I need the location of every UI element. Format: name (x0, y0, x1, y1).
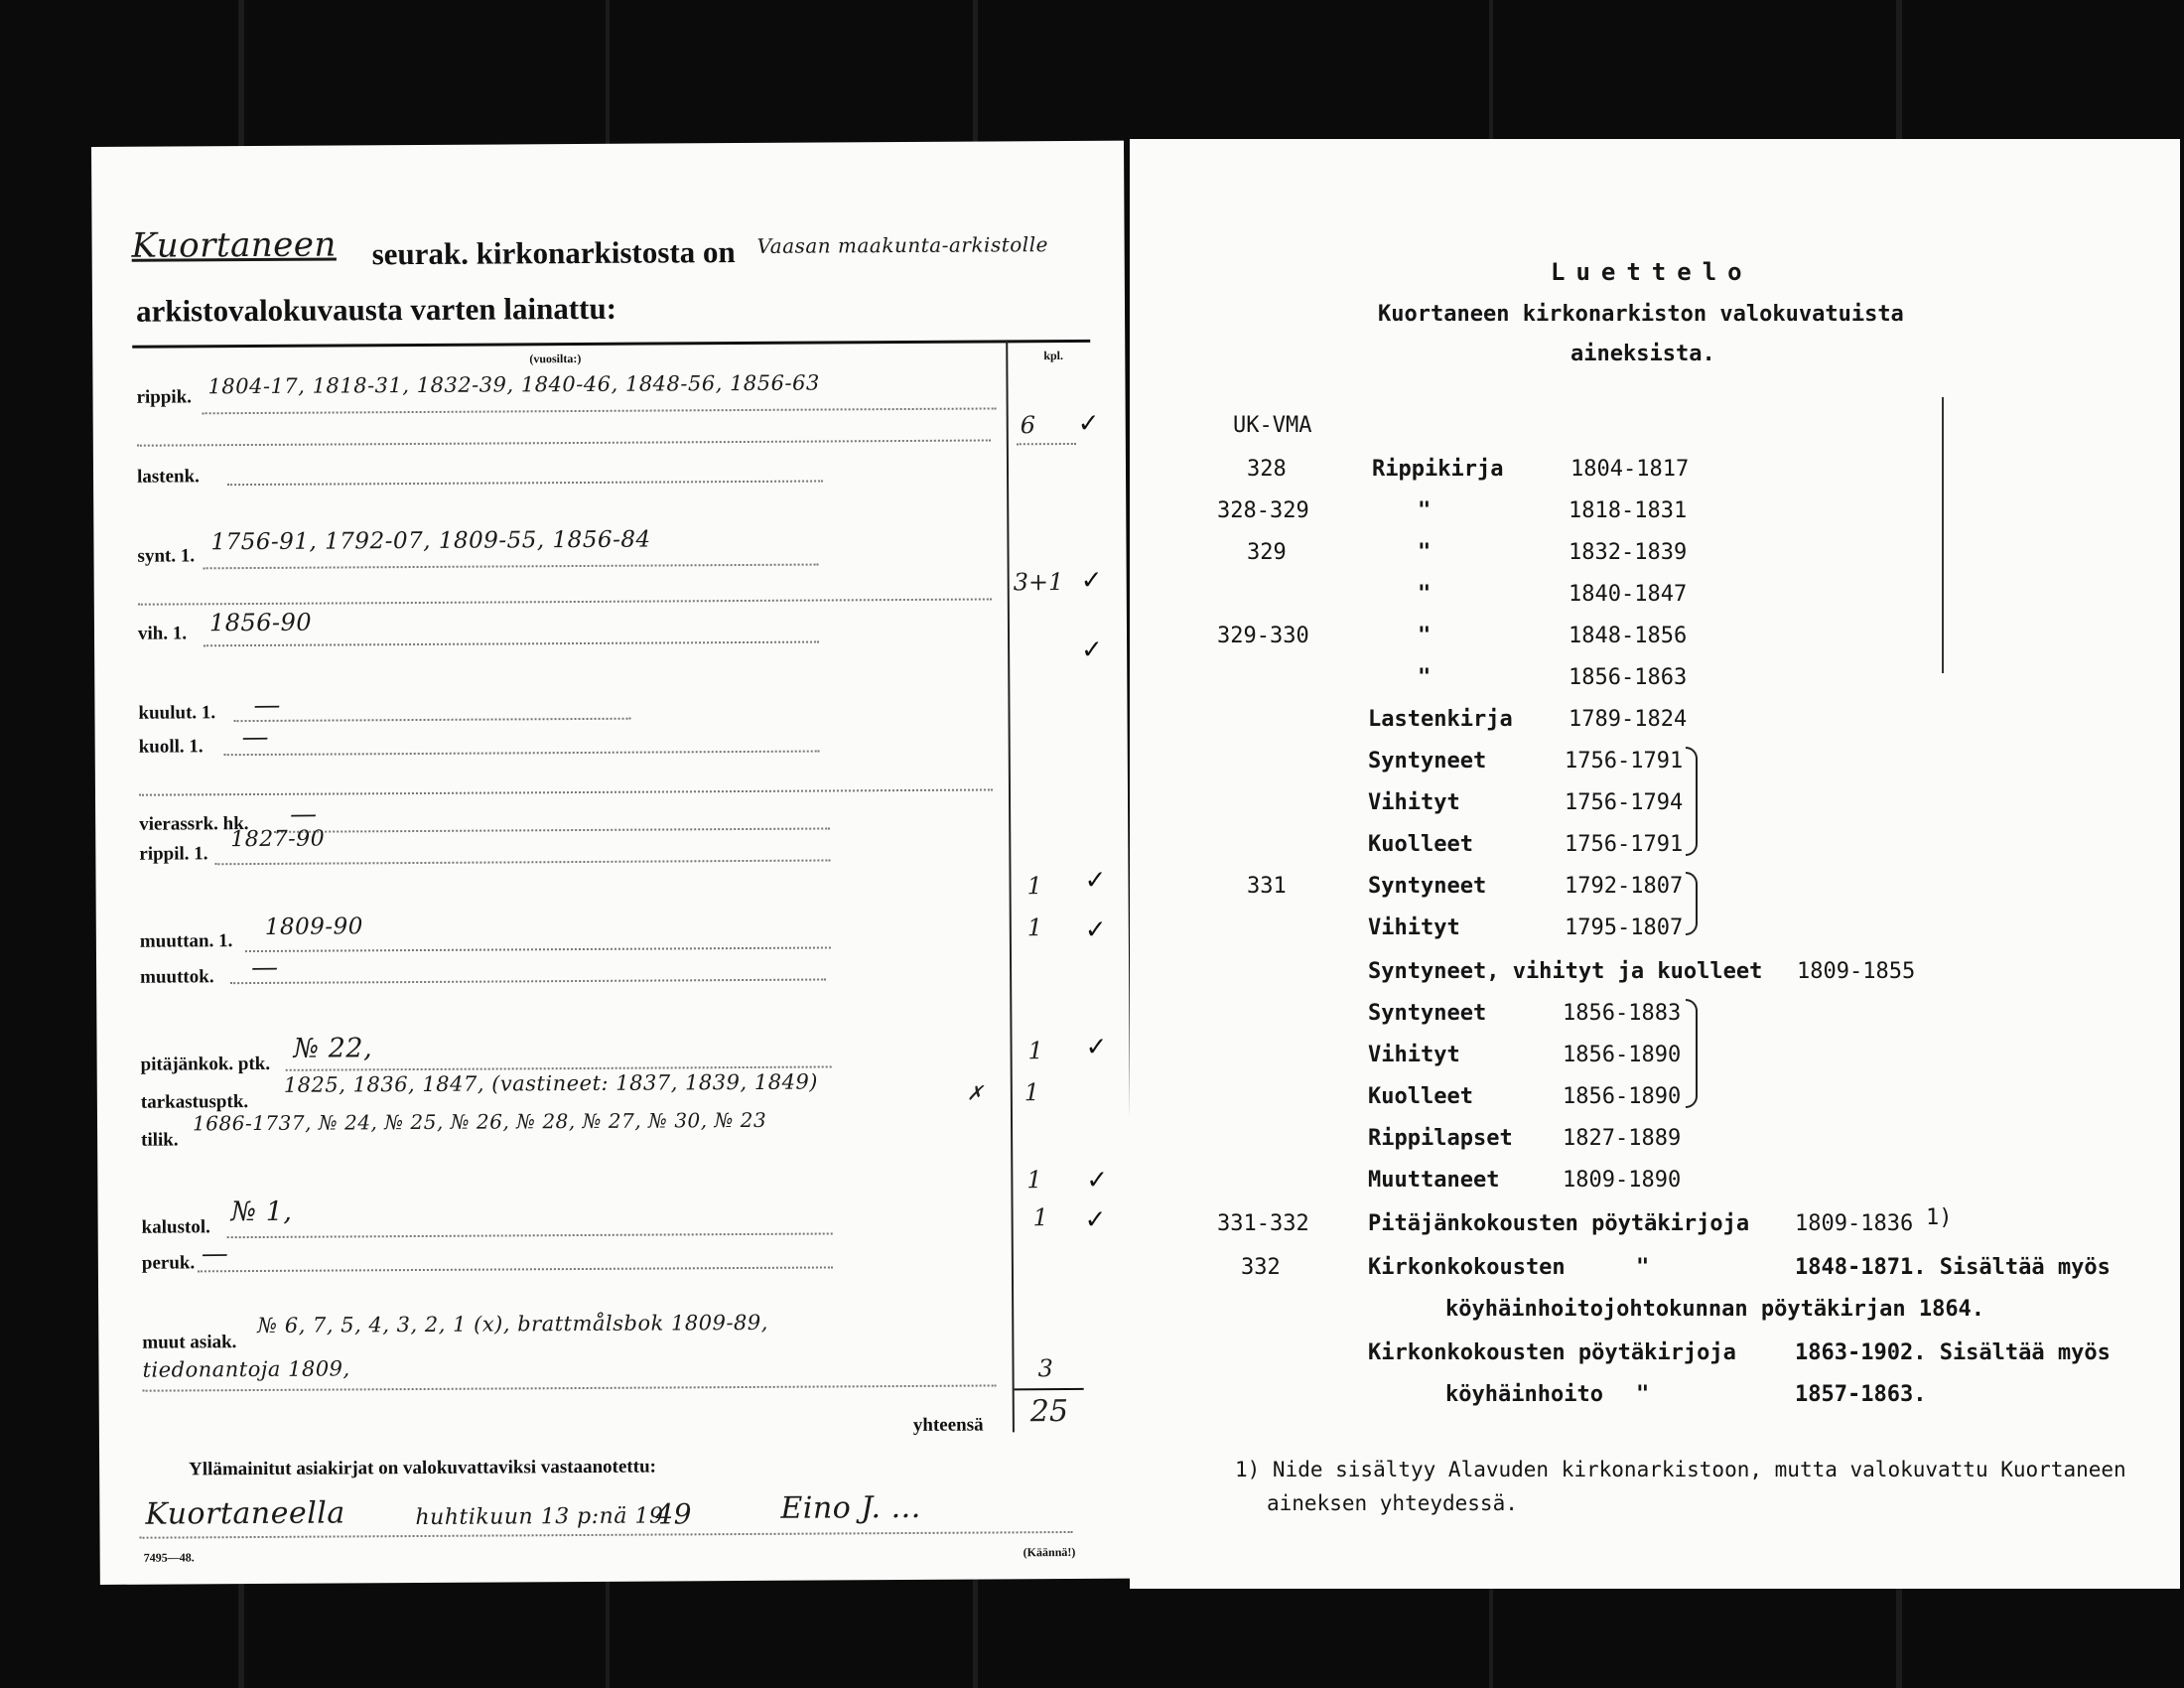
check-mark-icon: ✓ (1080, 565, 1103, 596)
dotted-line (234, 718, 631, 722)
entry-years: 1856-1890 (1563, 1084, 1682, 1109)
check-mark-icon: ✓ (1086, 1165, 1109, 1196)
dotted-line (204, 564, 819, 570)
value-tilik: 1686-1737, № 24, № 25, № 26, № 28, № 27, № 30, № 23 (192, 1107, 767, 1136)
entry-name: köyhäinhoitojohtokunnan pöytäkirjan 1864. (1445, 1297, 1985, 1322)
brace-group-1 (1686, 747, 1698, 856)
entry-years: 1792-1807 (1565, 874, 1684, 899)
entry-code: 329 (1247, 540, 1287, 565)
list-subtitle-2: aineksista. (1570, 342, 1715, 366)
entry-name: Rippilapset (1368, 1126, 1513, 1151)
entry-name: Kuolleet (1368, 832, 1473, 857)
label-vierasseurak: vierassrk. hk. (139, 813, 249, 835)
count-pitajankok: 1 (1027, 1037, 1043, 1065)
title-parish-handwritten: Kuortaneen (131, 224, 337, 266)
label-lastenk: lastenk. (136, 466, 200, 488)
label-kalustol: kalustol. (141, 1216, 210, 1238)
value-rippil: 1827-90 (230, 826, 326, 853)
value-synt: 1756-91, 1792-07, 1809-55, 1856-84 (210, 526, 651, 556)
entry-name: " (1418, 540, 1432, 565)
dotted-line (227, 481, 823, 487)
entry-note: 1) (1926, 1205, 1953, 1230)
entry-name: Kuolleet (1368, 1084, 1473, 1109)
entry-years: 1809-1890 (1563, 1168, 1682, 1193)
entry-years: 1804-1817 (1570, 457, 1690, 482)
dotted-line (140, 1531, 1073, 1539)
label-muuttok: muuttok. (140, 966, 214, 988)
entry-name: " (1418, 624, 1432, 648)
entry-years: 1856-1883 (1563, 1001, 1682, 1026)
entry-years: 1756-1791 (1565, 749, 1684, 774)
value-vierasseurak: — (290, 798, 318, 830)
dotted-line (203, 407, 997, 414)
entry-name: Vihityt (1368, 915, 1460, 940)
entry-years: 1789-1824 (1569, 707, 1688, 732)
value-tarkastusptk: 1825, 1836, 1847, (vastineet: 1837, 1839, 1849) (283, 1069, 819, 1097)
value-pitajankok: № 22, (293, 1033, 373, 1064)
dotted-line (230, 978, 826, 984)
years-column-header: (vuosilta:) (529, 351, 582, 366)
received-text: Yllämainitut asiakirjat on valokuvattaviksi vastaanotettu: (189, 1456, 657, 1480)
entry-ditto: " (1636, 1382, 1650, 1407)
label-rippil: rippil. 1. (139, 843, 208, 865)
dotted-line (138, 598, 992, 605)
entry-name: " (1418, 582, 1432, 607)
footnote-line1: 1) Nide sisältyy Alavuden kirkonarkistoon, mutta valokuvattu Kuortaneen (1235, 1458, 2126, 1481)
value-muuttok: — (250, 951, 279, 984)
entry-years: 1756-1791 (1565, 832, 1684, 857)
header-rule (132, 340, 1090, 349)
entry-name: Syntyneet (1368, 1001, 1487, 1026)
title-text: seurak. kirkonarkistosta on (371, 234, 736, 272)
check-mark-icon: ✓ (1081, 634, 1104, 665)
entry-name: Syntyneet (1368, 874, 1487, 899)
count-tilik: 1 (1026, 1166, 1042, 1195)
cross-mark-icon: ✗ (966, 1080, 984, 1105)
list-heading: Luettelo (1551, 258, 1753, 286)
entry-name: Vihityt (1368, 1043, 1460, 1067)
kpl-column-header: kpl. (1043, 349, 1064, 363)
entry-code: 328 (1247, 457, 1287, 482)
value-kalustol: № 1, (230, 1196, 293, 1228)
label-tilik: tilik. (141, 1129, 179, 1151)
dotted-line (143, 1384, 997, 1391)
margin-line (1942, 397, 1944, 673)
count-rippil: 1 (1026, 872, 1042, 901)
dotted-line (274, 827, 830, 832)
entry-name: Rippikirja (1372, 457, 1504, 482)
check-mark-icon: ✓ (1077, 408, 1100, 439)
count-rippik: 6 (1020, 411, 1036, 440)
value-peruk: — (201, 1238, 229, 1270)
entry-name: Lastenkirja (1368, 707, 1513, 732)
dotted-line (139, 788, 993, 795)
entry-name: Pitäjänkokousten pöytäkirjoja (1368, 1211, 1750, 1236)
kpl-column-rule (1006, 340, 1015, 1432)
entry-years: 1795-1807 (1565, 915, 1684, 940)
count-synt: 3+1 (1013, 568, 1064, 597)
check-mark-icon: ✓ (1084, 865, 1107, 896)
turn-note: (Käännä!) (1023, 1544, 1076, 1560)
entry-name: " (1418, 498, 1432, 523)
value-kuoll: — (241, 721, 270, 754)
entry-years: 1809-1836 (1795, 1211, 1914, 1236)
label-rippik: rippik. (136, 386, 193, 408)
entry-name: köyhäinhoito (1445, 1382, 1603, 1407)
entry-ditto: " (1636, 1255, 1650, 1280)
loan-form (91, 141, 1133, 1585)
entry-code: 331-332 (1217, 1211, 1309, 1236)
brace-group-2 (1686, 872, 1698, 935)
entry-years: 1863-1902. Sisältää myös (1795, 1340, 2111, 1365)
entry-name: " (1418, 665, 1432, 690)
dotted-line (224, 751, 820, 757)
title-line2: arkistovalokuvausta varten lainattu: (135, 290, 617, 329)
entry-years: 1856-1890 (1563, 1043, 1682, 1067)
entry-years: 1756-1794 (1565, 790, 1684, 815)
count-muut: 3 (1037, 1354, 1053, 1383)
brace-group-3 (1686, 999, 1698, 1108)
label-pitajankok: pitäjänkok. ptk. (140, 1053, 271, 1075)
entry-years: 1832-1839 (1569, 540, 1688, 565)
label-synt: synt. 1. (137, 545, 196, 567)
entry-code: 329-330 (1217, 624, 1309, 648)
entry-years: 1809-1855 (1797, 959, 1916, 984)
footnote-line2: aineksen yhteydessä. (1267, 1491, 1518, 1515)
value-muut-line1: № 6, 7, 5, 4, 3, 2, 1 (x), brattmålsbok 1809-89, (257, 1310, 768, 1338)
total-value: 25 (1029, 1394, 1069, 1430)
entry-name: Syntyneet, vihityt ja kuolleet (1368, 959, 1763, 984)
dotted-line (204, 641, 819, 647)
col-header-ukvma: UK-VMA (1233, 413, 1312, 438)
value-kuulut: — (253, 689, 282, 722)
label-vih: vih. 1. (137, 623, 188, 644)
value-rippik: 1804-17, 1818-31, 1832-39, 1840-46, 1848-56, 1856-63 (207, 370, 820, 399)
dotted-line (227, 1232, 833, 1238)
entry-years: 1818-1831 (1569, 498, 1688, 523)
entry-name: Syntyneet (1368, 749, 1487, 774)
entry-years: 1827-1889 (1563, 1126, 1682, 1151)
list-subtitle: Kuortaneen kirkonarkiston valokuvatuista (1378, 302, 1904, 327)
dotted-line (1017, 443, 1076, 445)
entry-years: 1848-1871. Sisältää myös (1795, 1255, 2111, 1280)
count-kalustol: 1 (1032, 1203, 1048, 1232)
dotted-line (245, 946, 831, 952)
label-kuulut: kuulut. 1. (138, 702, 216, 724)
value-muut-line2: tiedonantoja 1809, (142, 1356, 350, 1382)
signature: Eino J. ... (780, 1489, 921, 1526)
sign-year: 49 (655, 1497, 693, 1531)
typed-list-page (1130, 139, 2180, 1589)
check-mark-icon: ✓ (1085, 1032, 1108, 1062)
dotted-line (214, 859, 830, 865)
value-vih: 1856-90 (208, 608, 313, 637)
title-recipient-handwritten: Vaasan maakunta-arkistolle (756, 232, 1048, 258)
sign-place: Kuortaneella (145, 1495, 345, 1532)
total-rule (1015, 1388, 1084, 1390)
label-kuoll: kuoll. 1. (138, 736, 204, 758)
count-tarkastusptk: 1 (1024, 1078, 1040, 1107)
label-peruk: peruk. (141, 1252, 196, 1274)
total-label: yhteensä (912, 1414, 984, 1436)
dotted-line (198, 1266, 833, 1272)
count-muuttan: 1 (1026, 914, 1043, 942)
entry-name: Kirkonkokousten (1368, 1255, 1566, 1280)
check-mark-icon: ✓ (1084, 1204, 1107, 1235)
value-muuttan: 1809-90 (264, 914, 363, 940)
entry-years: 1840-1847 (1569, 582, 1688, 607)
form-code: 7495—48. (143, 1550, 195, 1565)
sign-date: huhtikuun 13 p:nä 19 (415, 1503, 664, 1531)
entry-code: 332 (1241, 1255, 1281, 1280)
entry-years: 1848-1856 (1569, 624, 1688, 648)
entry-code: 328-329 (1217, 498, 1309, 523)
check-mark-icon: ✓ (1084, 914, 1107, 945)
entry-name: Vihityt (1368, 790, 1460, 815)
entry-name: Muuttaneet (1368, 1168, 1500, 1193)
entry-years: 1856-1863 (1569, 665, 1688, 690)
label-tarkastusptk: tarkastusptk. (140, 1091, 249, 1113)
entry-name: Kirkonkokousten pöytäkirjoja (1368, 1340, 1736, 1365)
dotted-line (137, 439, 991, 446)
label-muut: muut asiak. (142, 1332, 237, 1353)
entry-code: 331 (1247, 874, 1287, 899)
entry-years: 1857-1863. (1795, 1382, 1927, 1407)
label-muuttan: muuttan. 1. (139, 930, 233, 952)
